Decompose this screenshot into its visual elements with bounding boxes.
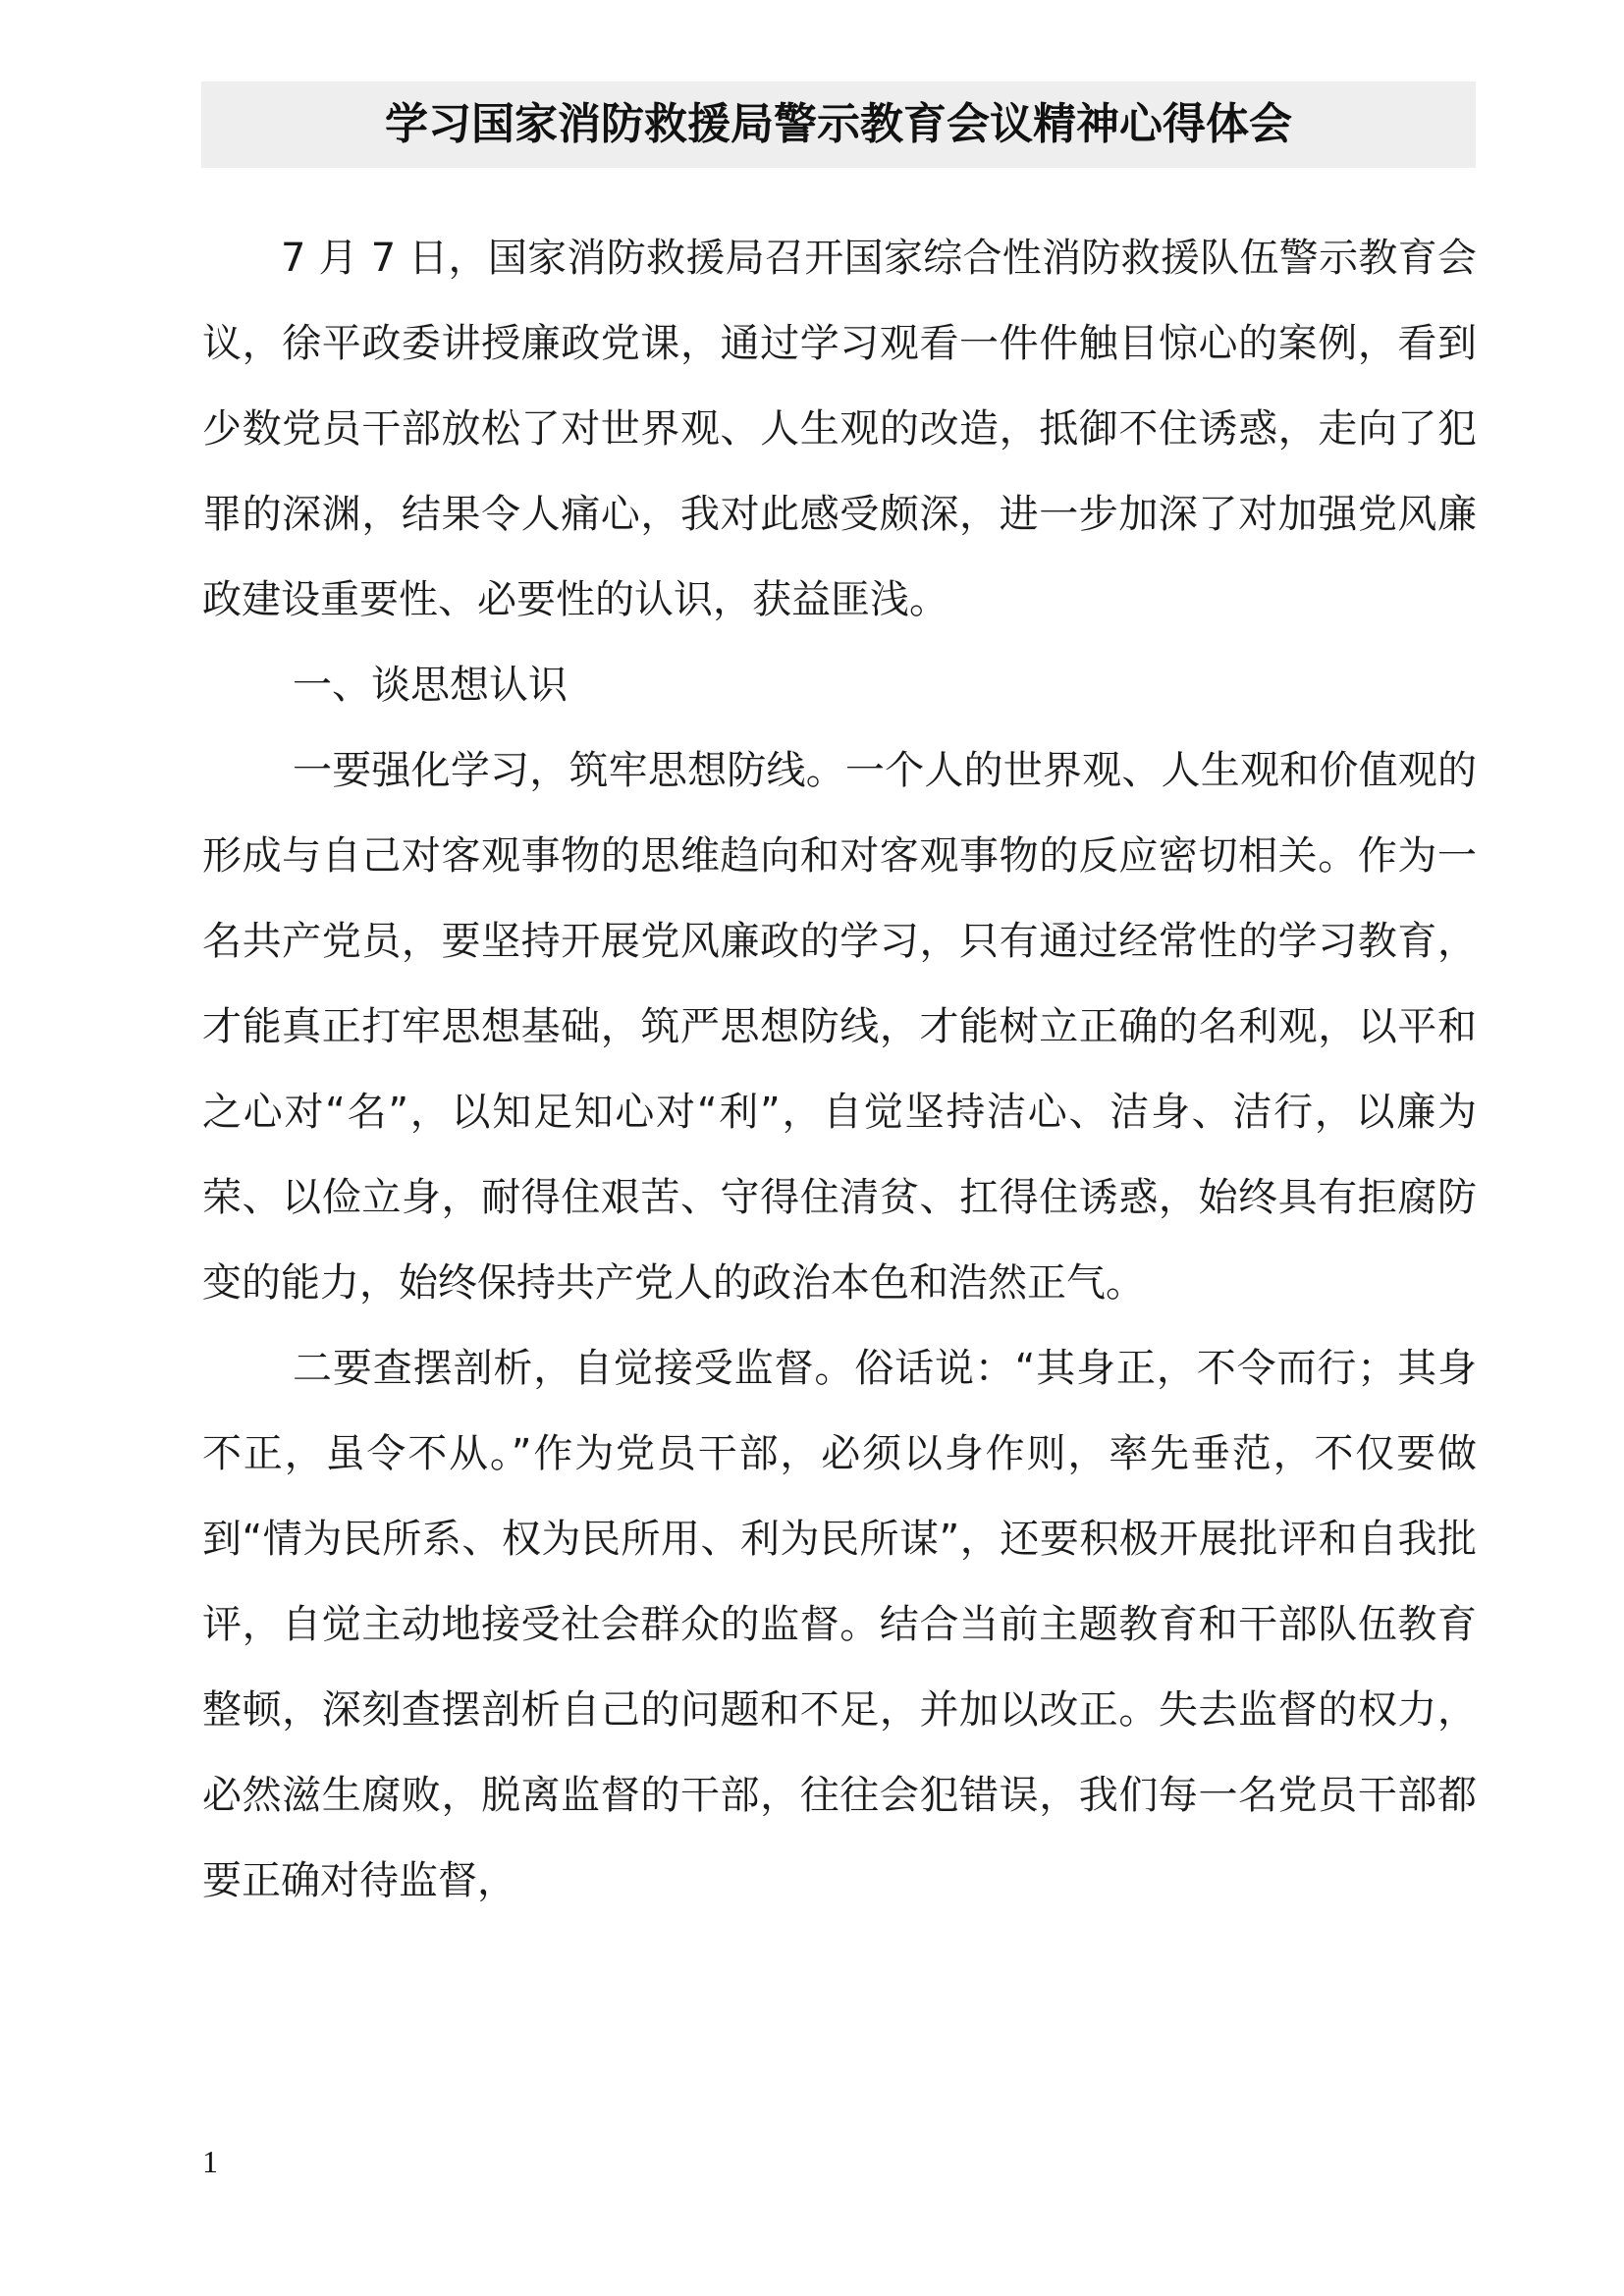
document-body bbox=[202, 216, 1477, 1924]
section-heading: 一、谈思想认识 bbox=[293, 663, 568, 708]
body-paragraph-2: 二要查摆剖析，自觉接受监督。俗话说：“其身正，不令而行；其身不正，虽令不从。”作为党员干部，必须以身作则，率先垂范，不仅要做到“情为民所系、权为民所用、利为民所谋”，还要积极开展批评和自我批评，自觉主动地接受社会群众的监督。结合当前主题教育和干部队伍教育整顿，深刻查摆剖析自己的问题和不足，并加以改正。失去监督的权力，必然滋生腐败，脱离监督的干部，往往会犯错误，我们每一名党员干部都要正确对待监督， bbox=[202, 1346, 1477, 1903]
page-number: 1 bbox=[202, 2144, 218, 2179]
title-banner bbox=[201, 81, 1476, 168]
intro-paragraph: 7 月 7 日，国家消防救援局召开国家综合性消防救援队伍警示教育会议，徐平政委讲授廉政党课，通过学习观看一件件触目惊心的案例，看到少数党员干部放松了对世界观、人生观的改造，抵御不住诱惑，走向了犯罪的深渊，结果令人痛心，我对此感受颇深，进一步加深了对加强党风廉政建设重要性、必要性的认识，获益匪浅。 bbox=[202, 236, 1477, 622]
body-paragraph-1: 一要强化学习，筑牢思想防线。一个人的世界观、人生观和价值观的形成与自己对客观事物的思维趋向和对客观事物的反应密切相关。作为一名共产党员，要坚持开展党风廉政的学习，只有通过经常性的学习教育，才能真正打牢思想基础，筑严思想防线，才能树立正确的名利观，以平和之心对“名”，以知足知心对“利”，自觉坚持洁心、洁身、洁行，以廉为荣、以俭立身，耐得住艰苦、守得住清贫、扛得住诱惑，始终具有拒腐防变的能力，始终保持共产党人的政治本色和浩然正气。 bbox=[202, 748, 1477, 1306]
document-title: 学习国家消防救援局警示教育会议精神心得体会 bbox=[385, 99, 1292, 149]
